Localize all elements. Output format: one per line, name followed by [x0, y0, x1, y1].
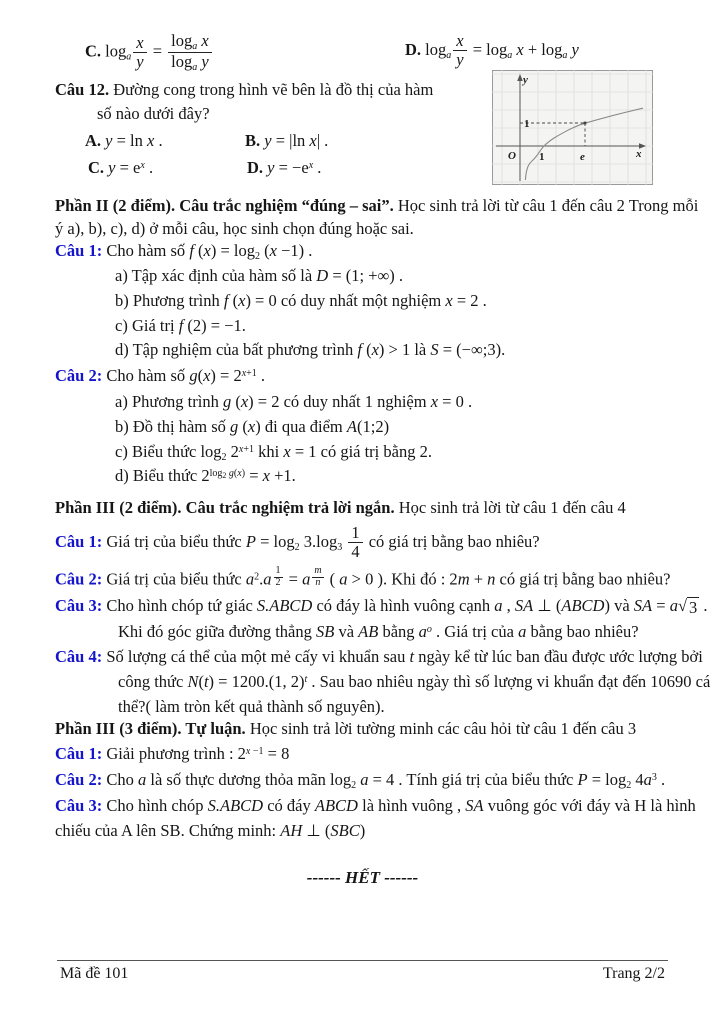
p3b-cau3-1: Câu 3: Cho hình chóp S.ABCD có đáy ABCD là hình vuông , SA vuông góc với đáy và H là hình	[55, 796, 696, 815]
x-tick-1: 1	[539, 151, 545, 163]
p2-cau1-b: b) Phương trình f (x) = 0 có duy nhất một nghiệm x = 2 .	[115, 291, 487, 310]
p3a-cau4-1: Câu 4: Số lượng cá thể của một mẻ cấy vi khuẩn sau t ngày kể từ lúc ban đầu được ước lượng bởi	[55, 647, 703, 666]
cau12-option-d: D. $y = -e^x$ .	[247, 158, 322, 177]
footer-divider	[57, 960, 668, 961]
p3b-cau2: Câu 2: Cho a là số thực dương thỏa mãn $\log_2 a = 4$ . Tính giá trị của biểu thức $P = \log_2 4a^3$ .	[55, 770, 666, 791]
log-curve-plot	[492, 70, 653, 185]
option-top-d: D. $\log_a$ $\frac{x}{y}$ = $\log_a x + \log_a y$	[405, 31, 579, 70]
cau12-option-c: C. $y = e^x$ .	[88, 158, 154, 177]
p2-cau2: Câu 2: Cho hàm số $g(x) = 2^{x+1}$ .	[55, 366, 266, 385]
fraction: $\frac{1}{4}$	[346, 524, 364, 562]
part2-heading-1: Phần II (2 điểm). Câu trắc nghiệm “đúng – sai”. Học sinh trả lời từ câu 1 đến câu 2 Trong mỗi	[55, 196, 699, 215]
fraction: 1 2	[275, 565, 281, 588]
p2-cau1-d: d) Tập nghiệm của bất phương trình f (x) > 1 là S = (−∞;3).	[115, 340, 506, 359]
cau12-stem-2: số nào dưới đây?	[97, 104, 210, 123]
part3b-heading: Phần III (3 điểm). Tự luận. Học sinh trả lời tường minh các câu hỏi từ câu 1 đến câu 3	[55, 719, 637, 738]
p2-cau1: Câu 1: Cho hàm số f $(x) = \log_2 (x -1)$ .	[55, 241, 313, 262]
p3a-cau3-1: Câu 3: Cho hình chóp tứ giác S.ABCD có đáy là hình vuông cạnh a , SA ⊥ (ABCD) và SA = a √ 3 .	[55, 596, 708, 617]
cau12-option-b: B. y = |ln x| .	[245, 131, 329, 150]
p3a-cau4-2: công thức N(t) = 1200.(1, 2)$^t$ . Sau bao nhiêu ngày thì số lượng vi khuẩn đạt đến 10690 cá	[118, 672, 711, 691]
cau12-option-a: A. y = ln x .	[85, 131, 163, 150]
p2-cau2-d: d) Biểu thức $2^{log_2 g(x)} = x +1$.	[115, 466, 296, 485]
part2-heading-2: ý a), b), c), d) ở mỗi câu, học sinh chọn đúng hoặc sai.	[55, 219, 414, 238]
fraction: m n	[314, 565, 322, 588]
p3b-cau1: Câu 1: Giải phương trình : $2^{x -1} = 8$	[55, 744, 290, 763]
sqrt-radical: √ 3	[677, 596, 698, 617]
fraction: $\frac{\log_a x}{\log_a y}$	[166, 32, 214, 73]
cau12-stem-1: Câu 12. Đường cong trong hình vẽ bên là đồ thị của hàm	[55, 80, 434, 99]
p3b-cau3-2: chiếu của A lên SB. Chứng minh: AH ⊥ (SBC)	[55, 821, 366, 840]
point-e-1	[584, 122, 587, 125]
p2-cau2-c: c) Biểu thức $\log_2 2^{x+1}$ khi x = 1 có giá trị bằng 2.	[115, 442, 432, 463]
p3a-cau3-2: Khi đó góc giữa đường thẳng SB và AB bằng $a^o$ . Giá trị của a bằng bao nhiêu?	[118, 622, 639, 641]
function-graph-figure	[492, 70, 653, 185]
x-axis-label: x	[636, 148, 642, 160]
fraction: $\frac{x}{y}$	[131, 34, 148, 72]
part3a-heading: Phần III (2 điểm). Câu trắc nghiệm trả lời ngắn. Học sinh trả lời từ câu 1 đến câu 4	[55, 498, 626, 517]
p3a-cau2: Câu 2: Giá trị của biểu thức $a^2.a$ $^{\frac{1}{2}}$ = a $^{\frac{m}{n}}$ ( a > 0 ). Khi đó : 2m + n có giá trị bằng bao nhiêu?	[55, 565, 671, 589]
p2-cau2-b: b) Đồ thị hàm số g (x) đi qua điểm A(1;2)	[115, 417, 390, 436]
y-axis-label: y	[523, 74, 528, 86]
footer-page-number: Trang 2/2	[602, 965, 665, 982]
p2-cau1-a: a) Tập xác định của hàm số là D = (1; +∞) .	[115, 266, 404, 285]
fraction: $\frac{x}{y}$	[451, 32, 468, 70]
origin-label: O	[508, 150, 516, 162]
p3a-cau4-3: thể?( làm tròn kết quả thành số nguyên).	[118, 697, 385, 716]
p3a-cau1: Câu 1: Giá trị của biểu thức $P = \log_2 3.\log_3$ $\frac{1}{4}$ có giá trị bằng bao nhiêu?	[55, 523, 540, 562]
x-tick-e: e	[580, 151, 585, 163]
end-marker: ------ HẾT ------	[306, 868, 419, 887]
option-top-c: C. $\log_a$ $\frac{x}{y}$ = $\frac{\log_a x}{\log_a y}$	[85, 32, 214, 73]
p2-cau1-c: c) Giá trị f (2) = −1.	[115, 316, 246, 335]
y-tick-1: 1	[524, 118, 530, 130]
p2-cau2-a: a) Phương trình g (x) = 2 có duy nhất 1 nghiệm x = 0 .	[115, 392, 473, 411]
footer-exam-code: Mã đề 101	[60, 965, 129, 982]
